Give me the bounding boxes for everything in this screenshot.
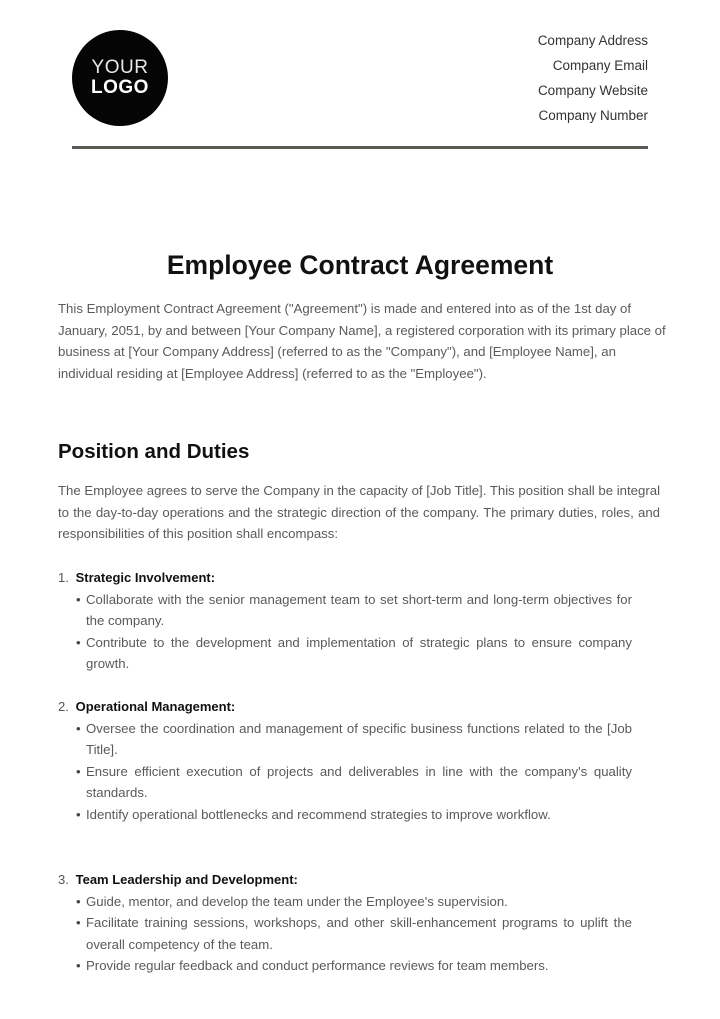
bullet-list [58, 718, 632, 826]
bullet-item: • Provide regular feedback and conduct performance reviews for team members. [86, 955, 632, 977]
header-divider [72, 146, 648, 149]
duty-item-title: Strategic Involvement: [75, 570, 216, 585]
bullet-item: • Ensure efficient execution of projects and deliverables in line with the company's quality standards. [86, 761, 632, 804]
bullet-item: • Collaborate with the senior management team to set short-term and long-term objectives for the company. [86, 589, 632, 632]
duty-item-operational-management [58, 696, 632, 826]
duty-item-heading [58, 869, 632, 891]
duty-item-team-leadership [58, 869, 632, 977]
list-number: 1. [58, 570, 69, 585]
document-title: Employee Contract Agreement [166, 250, 554, 280]
duty-item-title: Team Leadership and Development: [75, 872, 298, 887]
duty-item-title: Operational Management: [75, 699, 236, 714]
duty-item-heading [58, 696, 632, 718]
bullet-list [58, 589, 632, 675]
bullet-item: • Guide, mentor, and develop the team under the Employee's supervision. [86, 891, 632, 913]
intro-paragraph: This Employment Contract Agreement ("Agreement") is made and entered into as of the 1st day of January, 2051, by and between [Your Company Name], a registered corporation with its primary place of business at [Your Company Address] (referred to as the "Company"), and [Employee Name], an individual residing at [Employee Address] (referred to as the "Employee"). [58, 301, 666, 381]
company-number: Company Number [538, 108, 648, 123]
company-address: Company Address [537, 33, 648, 48]
logo-line-2: LOGO [91, 77, 149, 98]
position-duties-paragraph: The Employee agrees to serve the Company in the capacity of [Job Title]. This position shall be integral to the day-to-day operations and the strategic direction of the company. The primary duties, roles, and responsibilities of this position shall encompass: [58, 483, 660, 542]
duty-item-strategic-involvement [58, 567, 632, 675]
logo-line-1: YOUR [91, 57, 149, 78]
company-email: Company Email [552, 58, 648, 73]
company-logo [72, 30, 168, 126]
bullet-list [58, 891, 632, 977]
company-website: Company Website [537, 83, 648, 98]
bullet-item: • Facilitate training sessions, workshops, and other skill-enhancement programs to uplift the overall competency of the team. [86, 912, 632, 955]
bullet-item: • Contribute to the development and implementation of strategic plans to ensure company growth. [86, 632, 632, 675]
section-heading-position-duties: Position and Duties [58, 440, 250, 463]
bullet-item: • Identify operational bottlenecks and recommend strategies to improve workflow. [86, 804, 632, 826]
list-number: 3. [58, 872, 69, 887]
bullet-item: • Oversee the coordination and management of specific business functions related to the [Job Title]. [86, 718, 632, 761]
duty-item-heading [58, 567, 632, 589]
list-number: 2. [58, 699, 69, 714]
company-contact-block [538, 32, 648, 132]
